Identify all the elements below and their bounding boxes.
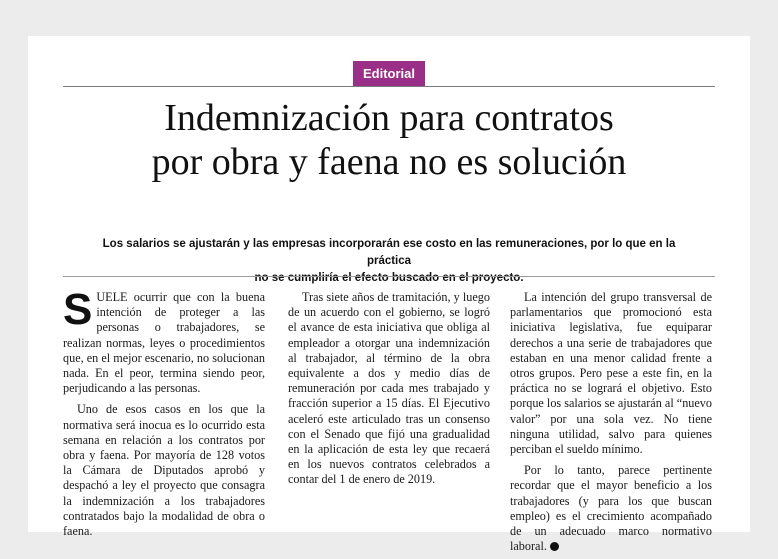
body-paragraph-1 (63, 285, 265, 396)
article-page (28, 36, 750, 554)
paragraph-5-text: Por lo tanto, parece pertinente recordar que el mayor beneficio a los trabajadores (y para los que buscan empleo) es el crecimiento acompañado de un adecuado marco normativo laboral. (510, 463, 712, 554)
column-2 (288, 290, 490, 488)
body-paragraph-4: La intención del grupo transversal de parlamentarios que promocionó esta iniciativa legislativa, fue equiparar derechos a una serie de trabajadores que estaban en una menor calidad frente a otros grupos. Pero pese a este fin, en la práctica no se logrará el objetivo. Esto porque los salarios se ajustarán al “nuevo valor” por una sola vez. No tiene ninguna utilidad, salvo para quienes perciban el sueldo mínimo. (510, 290, 712, 457)
dek-line-1: Los salarios se ajustarán y las empresas incorporarán ese costo en las remuneraciones, por lo que en la práctica (102, 238, 676, 267)
headline-line-1: Indemnización para contratos (164, 97, 614, 139)
paragraph-1-text: UELE ocurrir que con la buena intención de proteger a las personas o trabajadores, se realizan normas, leyes o procedimientos que, en el mejor escenario, no solucionan nada. En el peor, termina siendo peor, perjudicando a las personas. (63, 290, 265, 396)
dek (88, 236, 690, 287)
body-paragraph-5 (510, 463, 712, 554)
headline-line-2: por obra y faena no es solución (151, 141, 627, 183)
end-mark-icon (550, 542, 559, 551)
body-paragraph-3: Tras siete años de tramitación, y luego de un acuerdo con el gobierno, se logró el avance de esta iniciativa que obliga al empleador a otorgar una indemnización al trabajador, al término de la obra equivalente a dos y medio días de remuneración por cada mes trabajado y fracción superior a 15 días. El Ejecutivo aceleró este articulado tras un consenso con el Senado que fijó una gradualidad en la aplicación de esta ley que recaerá en los nuevos contratos celebrados a contar del 1 de enero de 2019. (288, 290, 490, 487)
dek-line-2: no se cumpliría el efecto buscado en el proyecto. (254, 272, 524, 284)
mid-divider (63, 276, 715, 277)
drop-cap: S (63, 285, 93, 334)
top-divider (63, 86, 715, 87)
body-paragraph-2: Uno de esos casos en los que la normativa será inocua es lo ocurrido esta semana en relación a los contratos por obra y faena. Por mayoría de 128 votos la Cámara de Diputados aprobó y despachó a ley el proyecto que consagra la indemnización a los trabajadores contratados bajo la modalidad de obra o faena. (63, 402, 265, 539)
headline (68, 96, 710, 184)
section-badge: Editorial (353, 61, 425, 86)
column-3 (510, 290, 712, 554)
column-1 (63, 285, 265, 539)
